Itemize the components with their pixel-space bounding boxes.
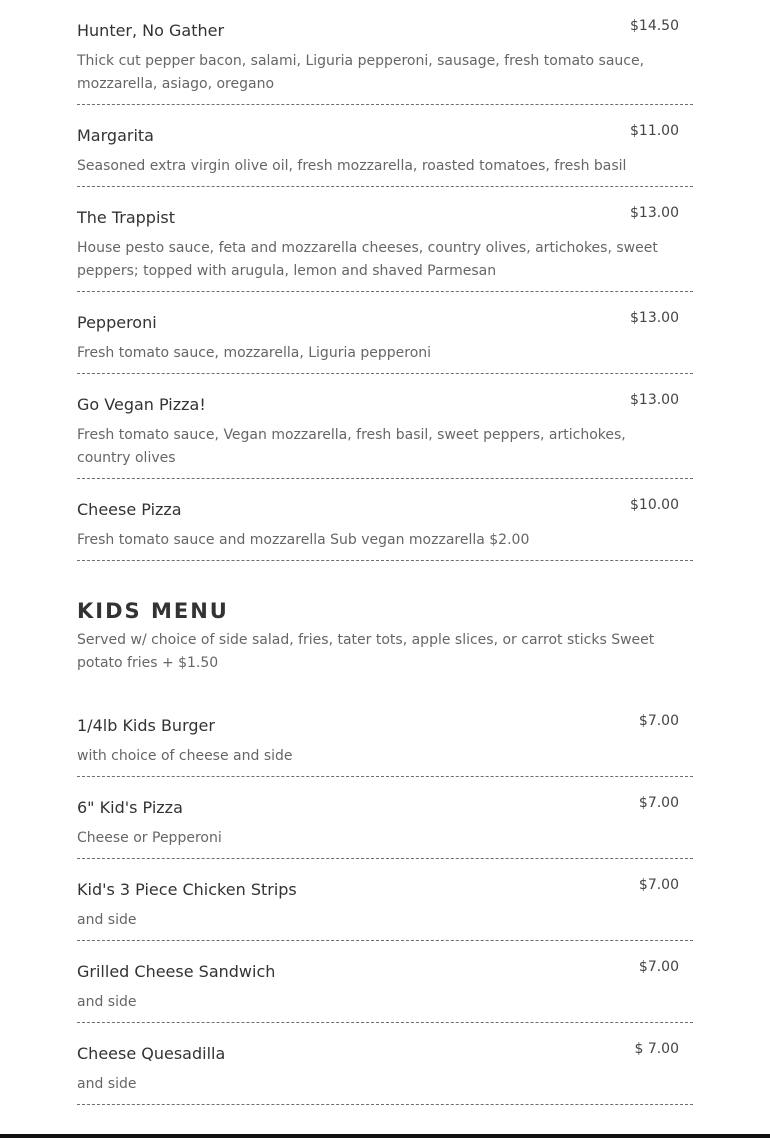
menu-content	[77, 0, 693, 1105]
pizza-menu-list	[77, 0, 693, 561]
item-description: with choice of cheese and side	[77, 748, 293, 764]
item-description: Fresh tomato sauce, Vegan mozzarella, fresh basil, sweet peppers, artichokes, country olives	[77, 427, 626, 466]
menu-item	[77, 479, 693, 561]
menu-item	[77, 702, 693, 777]
item-price: $13.00	[630, 205, 679, 221]
item-description: Fresh tomato sauce and mozzarella Sub vegan mozzarella $2.00	[77, 532, 530, 548]
item-price: $10.00	[630, 497, 679, 513]
item-description: and side	[77, 912, 137, 928]
item-name: Cheese Quesadilla	[77, 1044, 226, 1063]
menu-item	[77, 859, 693, 941]
item-price: $13.00	[630, 310, 679, 326]
menu-item	[77, 1023, 693, 1105]
item-description: Thick cut pepper bacon, salami, Liguria pepperoni, sausage, fresh tomato sauce, mozzarella, asiago, oregano	[77, 53, 645, 92]
item-name: Go Vegan Pizza!	[77, 395, 206, 414]
item-price: $ 7.00	[634, 1041, 679, 1057]
item-price: $7.00	[638, 795, 679, 811]
item-description: and side	[77, 994, 137, 1010]
item-description: Fresh tomato sauce, mozzarella, Liguria pepperoni	[77, 345, 432, 361]
item-name: 1/4lb Kids Burger	[77, 716, 215, 735]
menu-item	[77, 0, 693, 105]
item-price: $11.00	[630, 123, 679, 139]
section-subtitle: Served w/ choice of side salad, fries, tater tots, apple slices, or carrot sticks Sweet potato fries + $1.50	[77, 632, 655, 671]
item-name: Hunter, No Gather	[77, 21, 225, 40]
section-title: KIDS MENU	[77, 599, 229, 623]
menu-item	[77, 777, 693, 859]
menu-item	[77, 374, 693, 479]
item-price: $13.00	[630, 392, 679, 408]
menu-item	[77, 292, 693, 374]
item-price: $7.00	[638, 713, 679, 729]
menu-item	[77, 187, 693, 292]
item-name: The Trappist	[77, 208, 176, 227]
item-price: $14.50	[630, 18, 679, 34]
menu-item	[77, 105, 693, 187]
item-description: and side	[77, 1076, 137, 1092]
item-name: 6" Kid's Pizza	[77, 798, 183, 817]
item-description: Seasoned extra virgin olive oil, fresh mozzarella, roasted tomatoes, fresh basil	[77, 158, 627, 174]
kids-menu-list	[77, 702, 693, 1105]
footer-bar	[0, 1134, 770, 1138]
item-description: Cheese or Pepperoni	[77, 830, 222, 846]
item-description: House pesto sauce, feta and mozzarella cheeses, country olives, artichokes, sweet peppers; topped with arugula, lemon and shaved Parmesan	[77, 240, 658, 279]
item-name: Pepperoni	[77, 313, 157, 332]
item-price: $7.00	[638, 959, 679, 975]
item-price: $7.00	[638, 877, 679, 893]
item-name: Margarita	[77, 126, 154, 145]
menu-item	[77, 941, 693, 1023]
item-name: Kid's 3 Piece Chicken Strips	[77, 880, 297, 899]
item-name: Grilled Cheese Sandwich	[77, 962, 276, 981]
item-name: Cheese Pizza	[77, 500, 182, 519]
